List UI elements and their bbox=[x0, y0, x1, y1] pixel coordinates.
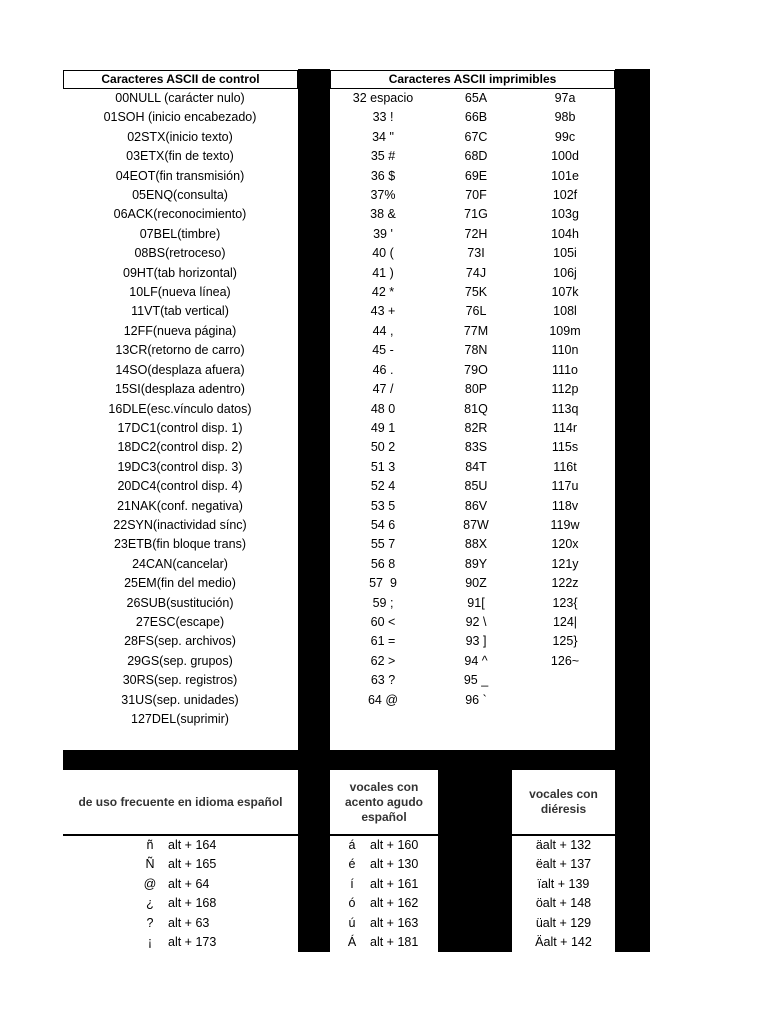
code-cell: alt + 160 bbox=[370, 838, 419, 852]
printable-item: 47 / bbox=[372, 382, 394, 397]
control-item: 11VT(tab vertical) bbox=[131, 304, 229, 319]
control-item: 07BEL(timbre) bbox=[139, 226, 221, 241]
printable-item: 126~ bbox=[550, 653, 580, 668]
divider-column-right bbox=[615, 69, 650, 750]
control-header: Caracteres ASCII de control bbox=[63, 70, 298, 89]
code-cell: alt + 64 bbox=[168, 876, 210, 891]
code-cell: alt + 181 bbox=[370, 935, 419, 950]
control-item: 28FS(sep. archivos) bbox=[124, 634, 236, 649]
printable-item: 57 9 bbox=[369, 576, 397, 591]
control-item: 29GS(sep. grupos) bbox=[127, 653, 233, 668]
printable-item: 73I bbox=[467, 246, 485, 261]
char-cell: @ bbox=[143, 876, 157, 891]
divider-band bbox=[63, 750, 650, 770]
printable-item: 76L bbox=[465, 304, 487, 319]
char-cell: ¿ bbox=[146, 896, 154, 911]
control-item: 10LF(nueva línea) bbox=[129, 285, 231, 300]
control-item: 08BS(retroceso) bbox=[134, 246, 226, 261]
printable-item: 35 # bbox=[370, 149, 396, 164]
printable-item: 80P bbox=[464, 382, 488, 397]
printable-column-b bbox=[436, 89, 516, 710]
char-cell: Á bbox=[347, 935, 357, 950]
printable-item: 118v bbox=[551, 498, 579, 513]
control-list bbox=[63, 89, 297, 729]
divider-column-right-lower bbox=[615, 770, 650, 952]
printable-item: 86V bbox=[464, 498, 488, 513]
acute-header-text: vocales con acento agudo español bbox=[344, 779, 423, 824]
printable-item: 40 ( bbox=[372, 246, 394, 261]
printable-item: 112p bbox=[551, 382, 579, 397]
char-cell: ¡ bbox=[147, 935, 153, 950]
printable-item: 124| bbox=[552, 614, 578, 629]
code-cell: alt + 165 bbox=[168, 857, 217, 872]
printable-item: 64 @ bbox=[367, 692, 399, 707]
printable-item: 49 1 bbox=[370, 420, 396, 435]
printable-item: 82R bbox=[464, 420, 488, 435]
spanish-chars bbox=[130, 836, 170, 952]
printable-item: 81Q bbox=[464, 401, 488, 416]
diaeresis-item: äalt + 132 bbox=[535, 838, 592, 852]
printable-item: 115s bbox=[551, 440, 579, 455]
printable-column-a bbox=[330, 89, 436, 710]
printable-item: 102f bbox=[552, 188, 578, 203]
char-cell: é bbox=[348, 857, 356, 872]
printable-item: 100d bbox=[551, 149, 579, 164]
printable-item: 117u bbox=[551, 479, 579, 494]
control-item: 21NAK(conf. negativa) bbox=[117, 498, 243, 513]
printable-item: 96 ` bbox=[465, 692, 487, 707]
char-cell: á bbox=[348, 838, 356, 852]
printable-item: 114r bbox=[552, 420, 578, 435]
printable-item: 41 ) bbox=[372, 265, 394, 280]
printable-item: 97a bbox=[554, 91, 576, 105]
printable-item: 45 - bbox=[372, 343, 394, 358]
diaeresis-item: ïalt + 139 bbox=[537, 876, 590, 891]
printable-item: 77M bbox=[463, 323, 489, 338]
diaeresis-item: ëalt + 137 bbox=[535, 857, 592, 872]
control-item: 12FF(nueva página) bbox=[123, 323, 237, 338]
control-item: 31US(sep. unidades) bbox=[121, 692, 239, 707]
code-cell: alt + 63 bbox=[168, 915, 210, 930]
code-cell: alt + 130 bbox=[370, 857, 419, 872]
printable-item: 99c bbox=[554, 129, 576, 144]
code-cell: alt + 162 bbox=[370, 896, 419, 911]
printable-item: 63 ? bbox=[370, 673, 396, 688]
printable-item: 37% bbox=[370, 188, 396, 203]
control-item: 18DC2(control disp. 2) bbox=[117, 440, 243, 455]
printable-item: 111o bbox=[552, 362, 578, 377]
printable-item: 83S bbox=[464, 440, 488, 455]
printable-item: 61 = bbox=[370, 634, 396, 649]
control-item: 20DC4(control disp. 4) bbox=[117, 479, 243, 494]
printable-item: 67C bbox=[464, 129, 488, 144]
spanish-header-text: de uso frecuente en idioma español bbox=[78, 794, 283, 809]
code-cell: alt + 161 bbox=[370, 876, 419, 891]
printable-item: 93 ] bbox=[465, 634, 487, 649]
char-cell: ú bbox=[348, 915, 356, 930]
printable-item: 52 4 bbox=[370, 479, 396, 494]
control-item: 127DEL(suprimir) bbox=[131, 712, 229, 726]
printable-item: 103g bbox=[551, 207, 579, 222]
printable-item: 68D bbox=[464, 149, 488, 164]
control-item: 17DC1(control disp. 1) bbox=[117, 420, 243, 435]
diaeresis-item: üalt + 129 bbox=[535, 915, 592, 930]
printable-item: 125} bbox=[552, 634, 578, 649]
code-cell: alt + 164 bbox=[168, 838, 217, 852]
printable-item: 46 . bbox=[372, 362, 394, 377]
printable-item: 38 & bbox=[370, 207, 396, 222]
control-item: 04EOT(fin transmisión) bbox=[115, 168, 245, 183]
printable-item: 98b bbox=[554, 110, 576, 125]
char-cell: ñ bbox=[146, 838, 154, 852]
printable-item: 110n bbox=[551, 343, 579, 358]
printable-item: 119w bbox=[550, 517, 580, 532]
control-item: 02STX(inicio texto) bbox=[127, 129, 233, 144]
printable-item: 42 * bbox=[371, 285, 395, 300]
printable-item: 113q bbox=[551, 401, 579, 416]
printable-item: 33 ! bbox=[372, 110, 394, 125]
printable-item: 91[ bbox=[467, 595, 485, 610]
printable-header: Caracteres ASCII imprimibles bbox=[330, 70, 615, 89]
control-item: 01SOH (inicio encabezado) bbox=[103, 110, 257, 125]
printable-item: 88X bbox=[464, 537, 488, 552]
printable-item: 70F bbox=[465, 188, 487, 203]
char-cell: Ñ bbox=[145, 857, 155, 872]
control-item: 14SO(desplaza afuera) bbox=[115, 362, 245, 377]
printable-item: 75K bbox=[464, 285, 488, 300]
printable-item: 95 _ bbox=[463, 673, 489, 688]
printable-item: 74J bbox=[465, 265, 487, 280]
acute-codes bbox=[370, 836, 438, 952]
control-item: 27ESC(escape) bbox=[135, 614, 225, 629]
printable-item: 92 \ bbox=[465, 614, 487, 629]
control-item: 03ETX(fin de texto) bbox=[126, 149, 234, 164]
control-item: 15SI(desplaza adentro) bbox=[115, 382, 245, 397]
printable-item: 43 + bbox=[370, 304, 396, 319]
printable-column-c bbox=[516, 89, 614, 671]
code-cell: alt + 163 bbox=[370, 915, 419, 930]
printable-item: 121y bbox=[551, 556, 579, 571]
printable-item: 34 " bbox=[372, 129, 394, 144]
diaeresis-header bbox=[512, 770, 615, 834]
printable-item: 79O bbox=[464, 362, 488, 377]
printable-item: 84T bbox=[465, 459, 487, 474]
printable-item: 53 5 bbox=[370, 498, 396, 513]
code-cell: alt + 168 bbox=[168, 896, 217, 911]
printable-item: 55 7 bbox=[370, 537, 396, 552]
divider-column-mid-lower bbox=[438, 770, 512, 952]
spanish-header bbox=[63, 770, 298, 834]
printable-item: 69E bbox=[464, 168, 488, 183]
printable-item: 66B bbox=[464, 110, 488, 125]
printable-item: 59 ; bbox=[372, 595, 394, 610]
printable-item: 72H bbox=[464, 226, 488, 241]
diaeresis-item: öalt + 148 bbox=[535, 896, 592, 911]
spanish-codes bbox=[168, 836, 248, 952]
printable-item: 51 3 bbox=[370, 459, 396, 474]
printable-item: 104h bbox=[551, 226, 579, 241]
control-item: 22SYN(inactividad sínc) bbox=[113, 517, 247, 532]
printable-item: 36 $ bbox=[370, 168, 396, 183]
printable-item: 56 8 bbox=[370, 556, 396, 571]
printable-item: 90Z bbox=[465, 576, 487, 591]
divider-column-left bbox=[298, 69, 330, 750]
control-item: 24CAN(cancelar) bbox=[132, 556, 228, 571]
printable-item: 123{ bbox=[552, 595, 578, 610]
printable-item: 62 > bbox=[370, 653, 396, 668]
printable-item: 89Y bbox=[464, 556, 488, 571]
printable-item: 116t bbox=[553, 459, 577, 474]
printable-item: 122z bbox=[551, 576, 579, 591]
control-item: 25EM(fin del medio) bbox=[124, 576, 236, 591]
control-item: 05ENQ(consulta) bbox=[132, 188, 228, 203]
printable-item: 71G bbox=[464, 207, 488, 222]
divider-column-left-lower bbox=[298, 770, 330, 952]
diaeresis-item: Äalt + 142 bbox=[535, 935, 592, 950]
printable-item: 106j bbox=[553, 265, 577, 280]
printable-item: 107k bbox=[551, 285, 579, 300]
control-item: 09HT(tab horizontal) bbox=[123, 265, 237, 280]
printable-item: 120x bbox=[551, 537, 579, 552]
printable-item: 65A bbox=[464, 91, 488, 105]
printable-item: 50 2 bbox=[370, 440, 396, 455]
printable-item: 78N bbox=[464, 343, 488, 358]
printable-item: 108l bbox=[553, 304, 577, 319]
control-item: 06ACK(reconocimiento) bbox=[113, 207, 247, 222]
control-item: 30RS(sep. registros) bbox=[122, 673, 238, 688]
control-item: 19DC3(control disp. 3) bbox=[117, 459, 243, 474]
acute-chars bbox=[340, 836, 364, 952]
char-cell: í bbox=[350, 876, 354, 891]
printable-item: 94 ^ bbox=[464, 653, 488, 668]
printable-item: 109m bbox=[549, 323, 581, 338]
control-item: 13CR(retorno de carro) bbox=[115, 343, 245, 358]
control-item: 26SUB(sustitución) bbox=[126, 595, 234, 610]
control-item: 00NULL (carácter nulo) bbox=[115, 91, 245, 105]
code-cell: alt + 173 bbox=[168, 935, 217, 950]
printable-item: 54 6 bbox=[370, 517, 396, 532]
acute-header bbox=[330, 770, 438, 834]
char-cell: ó bbox=[348, 896, 356, 911]
diaeresis-header-text: vocales con diéresis bbox=[529, 787, 598, 816]
char-cell: ? bbox=[146, 915, 154, 930]
printable-item: 105i bbox=[553, 246, 577, 261]
printable-item: 32 espacio bbox=[352, 91, 414, 105]
printable-item: 48 0 bbox=[370, 401, 396, 416]
printable-item: 85U bbox=[464, 479, 488, 494]
printable-item: 44 , bbox=[372, 323, 394, 338]
control-item: 16DLE(esc.vínculo datos) bbox=[108, 401, 252, 416]
printable-item: 39 ' bbox=[373, 226, 393, 241]
diaeresis-items bbox=[512, 836, 615, 952]
printable-item: 87W bbox=[463, 517, 489, 532]
printable-item: 60 < bbox=[370, 614, 396, 629]
control-item: 23ETB(fin bloque trans) bbox=[113, 537, 246, 552]
printable-item: 101e bbox=[551, 168, 579, 183]
